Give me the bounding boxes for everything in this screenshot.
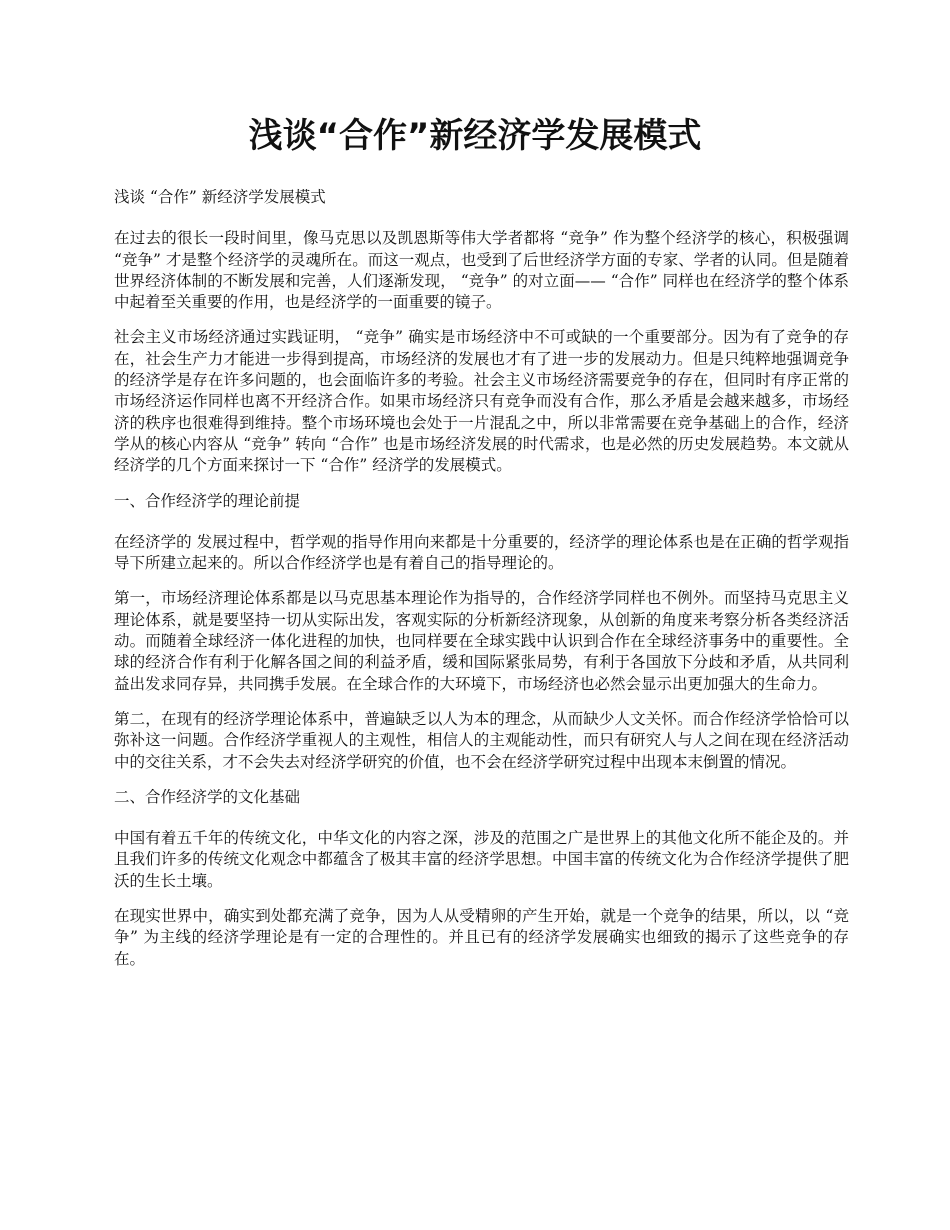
section-heading-theory: 一、合作经济学的理论前提 — [114, 491, 301, 510]
document-subtitle: 浅谈 “合作” 新经济学发展模式 — [114, 188, 326, 206]
paragraph-philosophy: 在经济学的 发展过程中，哲学观的指导作用向来都是十分重要的，经济学的理论体系也是在正确的哲学观指导下所建立起来的。所以合作经济学也是有着自己的指导理论的。 — [114, 532, 849, 573]
paragraph-first-point: 第一，市场经济理论体系都是以马克思基本理论作为指导的，合作经济学同样也不例外。而坚持马克思主义理论体系，就是要坚持一切从实际出发，客观实际的分析新经济现象，从创新的角度来考察分析各类经济活动。而随着全球经济一体化进程的加快，也同样要在全球实践中认识到合作在全球经济事务中的重要性。全球的经济合作有利于化解各国之间的利益矛盾，缓和国际紧张局势，有利于各国放下分歧和矛盾，从共同利益出发求同存异，共同携手发展。在全球合作的大环境下，市场经济也必然会显示出更加强大的生命力。 — [114, 589, 849, 693]
section-heading-culture: 二、合作经济学的文化基础 — [114, 787, 301, 806]
paragraph-intro: 在过去的很长一段时间里，像马克思以及凯恩斯等伟大学者都将 “竞争” 作为整个经济学的核心，积极强调 “竞争” 才是整个经济学的灵魂所在。而这一观点，也受到了后世经济学方面的专家、学者的认同。但是随着世界经济体制的不断发展和完善，人们逐渐发现， “竞争” 的对立面—— “合作” 同样也在经济学的整个体系中起着至关重要的作用，也是经济学的一面重要的镜子。 — [114, 229, 849, 312]
paragraph-culture: 中国有着五千年的传统文化，中华文化的内容之深，涉及的范围之广是世界上的其他文化所不能企及的。并且我们许多的传统文化观念中都蕴含了极其丰富的经济学思想。中国丰富的传统文化为合作经济学提供了肥沃的生长土壤。 — [114, 829, 849, 890]
paragraph-market-economy: 社会主义市场经济通过实践证明， “竞争” 确实是市场经济中不可或缺的一个重要部分。因为有了竞争的存在，社会生产力才能进一步得到提高，市场经济的发展也才有了进一步的发展动力。但是只纯粹地强调竞争的经济学是存在许多问题的，也会面临许多的考验。社会主义市场经济需要竞争的存在，但同时有序正常的市场经济运作同样也离不开经济合作。如果市场经济只有竞争而没有合作，那么矛盾是会越来越多，市场经济的秩序也很难得到维持。整个市场环境也会处于一片混乱之中，所以非常需要在竞争基础上的合作，经济学从的核心内容从 “竞争” 转向 “合作” 也是市场经济发展的时代需求，也是必然的历史发展趋势。本文就从经济学的几个方面来探讨一下 “合作” 经济学的发展模式。 — [114, 328, 849, 475]
document-title: 浅谈“合作”新经济学发展模式 — [248, 116, 702, 156]
paragraph-reality: 在现实世界中，确实到处都充满了竞争，因为人从受精卵的产生开始，就是一个竞争的结果，所以，以 “竞争” 为主线的经济学理论是有一定的合理性的。并且已有的经济学发展确实也细致的揭示了这些竞争的存在。 — [114, 907, 849, 968]
paragraph-second-point: 第二，在现有的经济学理论体系中，普遍缺乏以人为本的理念，从而缺少人文关怀。而合作经济学恰恰可以弥补这一问题。合作经济学重视人的主观性，相信人的主观能动性，而只有研究人与人之间在现在经济活动中的交往关系，才不会失去对经济学研究的价值，也不会在经济学研究过程中出现本末倒置的情况。 — [114, 709, 849, 771]
document-body — [114, 187, 849, 984]
